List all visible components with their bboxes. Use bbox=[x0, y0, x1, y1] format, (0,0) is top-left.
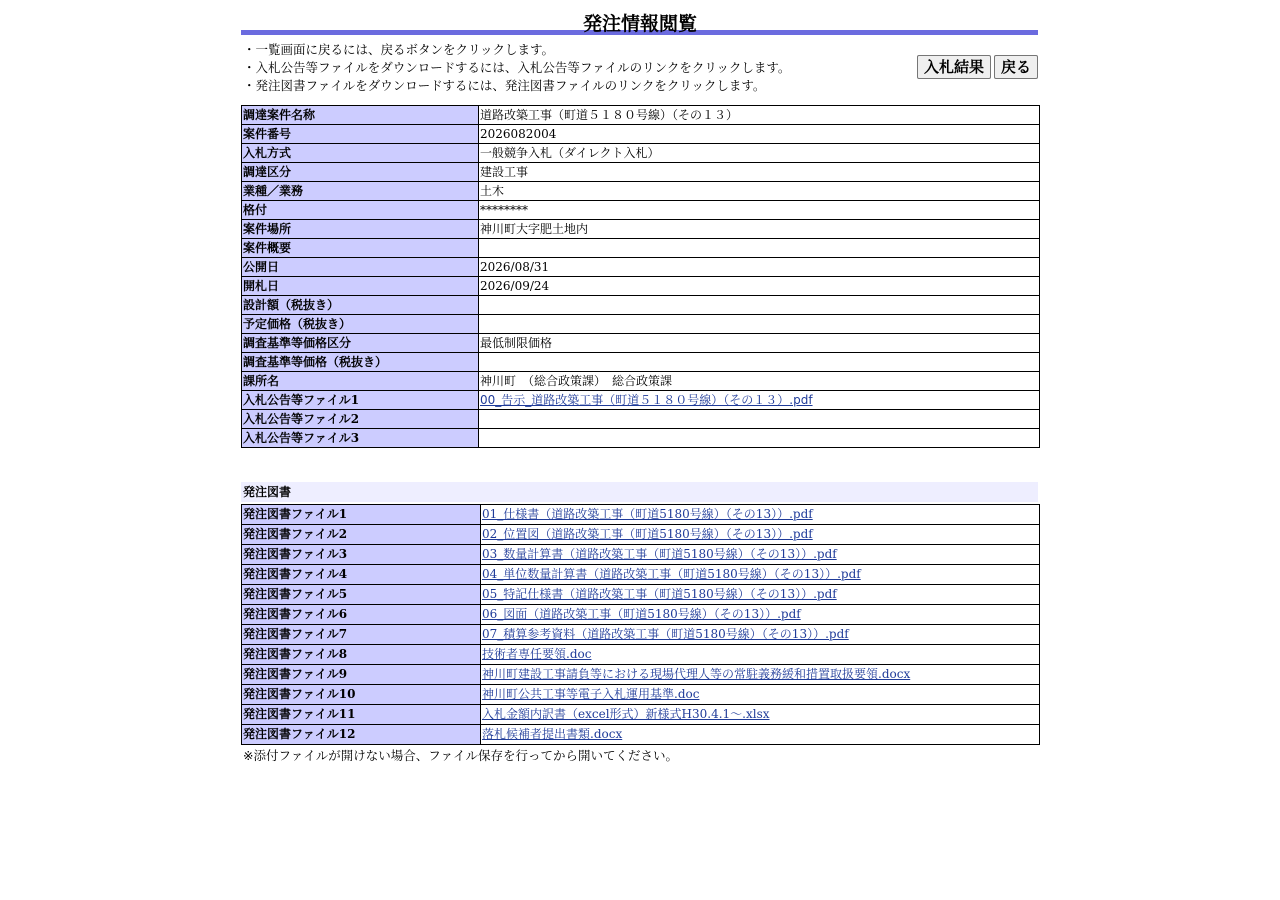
back-button[interactable]: 戻る bbox=[994, 55, 1038, 79]
info-label: 入札公告等ファイル3 bbox=[242, 429, 479, 448]
info-label: 調達案件名称 bbox=[242, 106, 479, 125]
notice-file-link[interactable]: 00_告示_道路改築工事（町道５１８０号線）（その１３）.pdf bbox=[480, 392, 813, 407]
document-label: 発注図書ファイル4 bbox=[242, 565, 481, 585]
document-file-link[interactable]: 01_仕様書（道路改築工事（町道5180号線）（その13））.pdf bbox=[482, 507, 813, 521]
document-label: 発注図書ファイル11 bbox=[242, 705, 481, 725]
document-file-link[interactable]: 06_図面（道路改築工事（町道5180号線）（その13））.pdf bbox=[482, 607, 801, 621]
instruction-item: ・発注図書ファイルをダウンロードするには、発注図書ファイルのリンクをクリックします。 bbox=[243, 78, 766, 93]
info-label: 調査基準等価格（税抜き） bbox=[242, 353, 479, 372]
info-value: 神川町大字肥土地内 bbox=[479, 220, 1040, 239]
info-label: 開札日 bbox=[242, 277, 479, 296]
info-row bbox=[242, 391, 1040, 410]
document-row bbox=[242, 605, 1040, 625]
document-row bbox=[242, 545, 1040, 565]
info-row bbox=[242, 410, 1040, 429]
info-value bbox=[479, 391, 1040, 410]
info-value bbox=[479, 315, 1040, 334]
document-file-link[interactable]: 神川町公共工事等電子入札運用基準.doc bbox=[482, 687, 700, 701]
info-value: 2026/09/24 bbox=[479, 277, 1040, 296]
info-row bbox=[242, 372, 1040, 391]
info-row bbox=[242, 144, 1040, 163]
info-value: 神川町 （総合政策課） 総合政策課 bbox=[479, 372, 1040, 391]
info-row bbox=[242, 296, 1040, 315]
info-value: ******** bbox=[479, 201, 1040, 220]
info-label: 入札公告等ファイル2 bbox=[242, 410, 479, 429]
info-value: 一般競争入札（ダイレクト入札） bbox=[479, 144, 1040, 163]
info-value: 土木 bbox=[479, 182, 1040, 201]
document-value bbox=[481, 725, 1040, 745]
page-title: 発注情報閲覧 bbox=[582, 13, 697, 35]
document-row bbox=[242, 645, 1040, 665]
document-file-link[interactable]: 07_積算参考資料（道路改築工事（町道5180号線）（その13））.pdf bbox=[482, 627, 849, 641]
document-label: 発注図書ファイル12 bbox=[242, 725, 481, 745]
document-row bbox=[242, 625, 1040, 645]
info-value bbox=[479, 353, 1040, 372]
document-file-link[interactable]: 02_位置図（道路改築工事（町道5180号線）（その13））.pdf bbox=[482, 527, 813, 541]
bid-result-button[interactable]: 入札結果 bbox=[917, 55, 991, 79]
document-row bbox=[242, 685, 1040, 705]
document-file-link[interactable]: 入札金額内訳書（excel形式）新様式H30.4.1～.xlsx bbox=[482, 707, 770, 721]
instruction-item: ・入札公告等ファイルをダウンロードするには、入札公告等ファイルのリンクをクリックします。 bbox=[243, 60, 791, 75]
document-label: 発注図書ファイル2 bbox=[242, 525, 481, 545]
instruction-item: ・一覧画面に戻るには、戻るボタンをクリックします。 bbox=[243, 42, 555, 57]
info-label: 入札方式 bbox=[242, 144, 479, 163]
info-row bbox=[242, 201, 1040, 220]
document-label: 発注図書ファイル1 bbox=[242, 505, 481, 525]
document-row bbox=[242, 705, 1040, 725]
action-buttons bbox=[917, 55, 1038, 79]
document-label: 発注図書ファイル5 bbox=[242, 585, 481, 605]
info-row bbox=[242, 353, 1040, 372]
info-value: 最低制限価格 bbox=[479, 334, 1040, 353]
info-value: 2026/08/31 bbox=[479, 258, 1040, 277]
info-row bbox=[242, 334, 1040, 353]
document-label: 発注図書ファイル6 bbox=[242, 605, 481, 625]
page-container bbox=[241, 0, 1039, 765]
document-value bbox=[481, 525, 1040, 545]
document-value bbox=[481, 625, 1040, 645]
document-value bbox=[481, 645, 1040, 665]
info-row bbox=[242, 315, 1040, 334]
document-value bbox=[481, 685, 1040, 705]
info-row bbox=[242, 163, 1040, 182]
document-label: 発注図書ファイル10 bbox=[242, 685, 481, 705]
document-label: 発注図書ファイル3 bbox=[242, 545, 481, 565]
document-label: 発注図書ファイル8 bbox=[242, 645, 481, 665]
info-label: 案件概要 bbox=[242, 239, 479, 258]
document-file-link[interactable]: 05_特記仕様書（道路改築工事（町道5180号線）（その13））.pdf bbox=[482, 587, 837, 601]
document-row bbox=[242, 725, 1040, 745]
document-file-link[interactable]: 04_単位数量計算書（道路改築工事（町道5180号線）（その13））.pdf bbox=[482, 567, 861, 581]
info-label: 案件番号 bbox=[242, 125, 479, 144]
info-value bbox=[479, 410, 1040, 429]
info-row bbox=[242, 182, 1040, 201]
info-label: 調査基準等価格区分 bbox=[242, 334, 479, 353]
document-value bbox=[481, 605, 1040, 625]
document-file-link[interactable]: 技術者専任要領.doc bbox=[482, 647, 592, 661]
info-label: 予定価格（税抜き） bbox=[242, 315, 479, 334]
info-value: 建設工事 bbox=[479, 163, 1040, 182]
document-value bbox=[481, 545, 1040, 565]
info-label: 格付 bbox=[242, 201, 479, 220]
info-label: 公開日 bbox=[242, 258, 479, 277]
document-row bbox=[242, 665, 1040, 685]
info-label: 入札公告等ファイル1 bbox=[242, 391, 479, 410]
documents-heading: 発注図書 bbox=[241, 482, 1038, 502]
info-value: 道路改築工事（町道５１８０号線）（その１３） bbox=[479, 106, 1040, 125]
document-value bbox=[481, 565, 1040, 585]
info-label: 設計額（税抜き） bbox=[242, 296, 479, 315]
attachment-note: ※添付ファイルが開けない場合、ファイル保存を行ってから開いてください。 bbox=[243, 748, 678, 763]
info-value bbox=[479, 296, 1040, 315]
info-row bbox=[242, 106, 1040, 125]
document-value bbox=[481, 505, 1040, 525]
info-row bbox=[242, 277, 1040, 296]
info-row bbox=[242, 429, 1040, 448]
info-value bbox=[479, 429, 1040, 448]
document-value bbox=[481, 705, 1040, 725]
document-label: 発注図書ファイル7 bbox=[242, 625, 481, 645]
info-value: 2026082004 bbox=[479, 125, 1040, 144]
info-label: 調達区分 bbox=[242, 163, 479, 182]
document-value bbox=[481, 665, 1040, 685]
document-row bbox=[242, 585, 1040, 605]
info-row bbox=[242, 125, 1040, 144]
document-row bbox=[242, 525, 1040, 545]
info-row bbox=[242, 258, 1040, 277]
instructions-area bbox=[241, 35, 1039, 105]
info-label: 業種／業務 bbox=[242, 182, 479, 201]
info-label: 課所名 bbox=[242, 372, 479, 391]
document-file-link[interactable]: 落札候補者提出書類.docx bbox=[482, 727, 623, 741]
documents-table bbox=[241, 504, 1040, 745]
info-label: 案件場所 bbox=[242, 220, 479, 239]
info-row bbox=[242, 220, 1040, 239]
document-file-link[interactable]: 神川町建設工事請負等における現場代理人等の常駐義務緩和措置取扱要領.docx bbox=[482, 667, 911, 681]
document-row bbox=[242, 505, 1040, 525]
document-value bbox=[481, 585, 1040, 605]
info-value bbox=[479, 239, 1040, 258]
instructions-list bbox=[243, 41, 790, 95]
document-file-link[interactable]: 03_数量計算書（道路改築工事（町道5180号線）（その13））.pdf bbox=[482, 547, 837, 561]
info-row bbox=[242, 239, 1040, 258]
document-label: 発注図書ファイル9 bbox=[242, 665, 481, 685]
order-info-table bbox=[241, 105, 1040, 448]
document-row bbox=[242, 565, 1040, 585]
